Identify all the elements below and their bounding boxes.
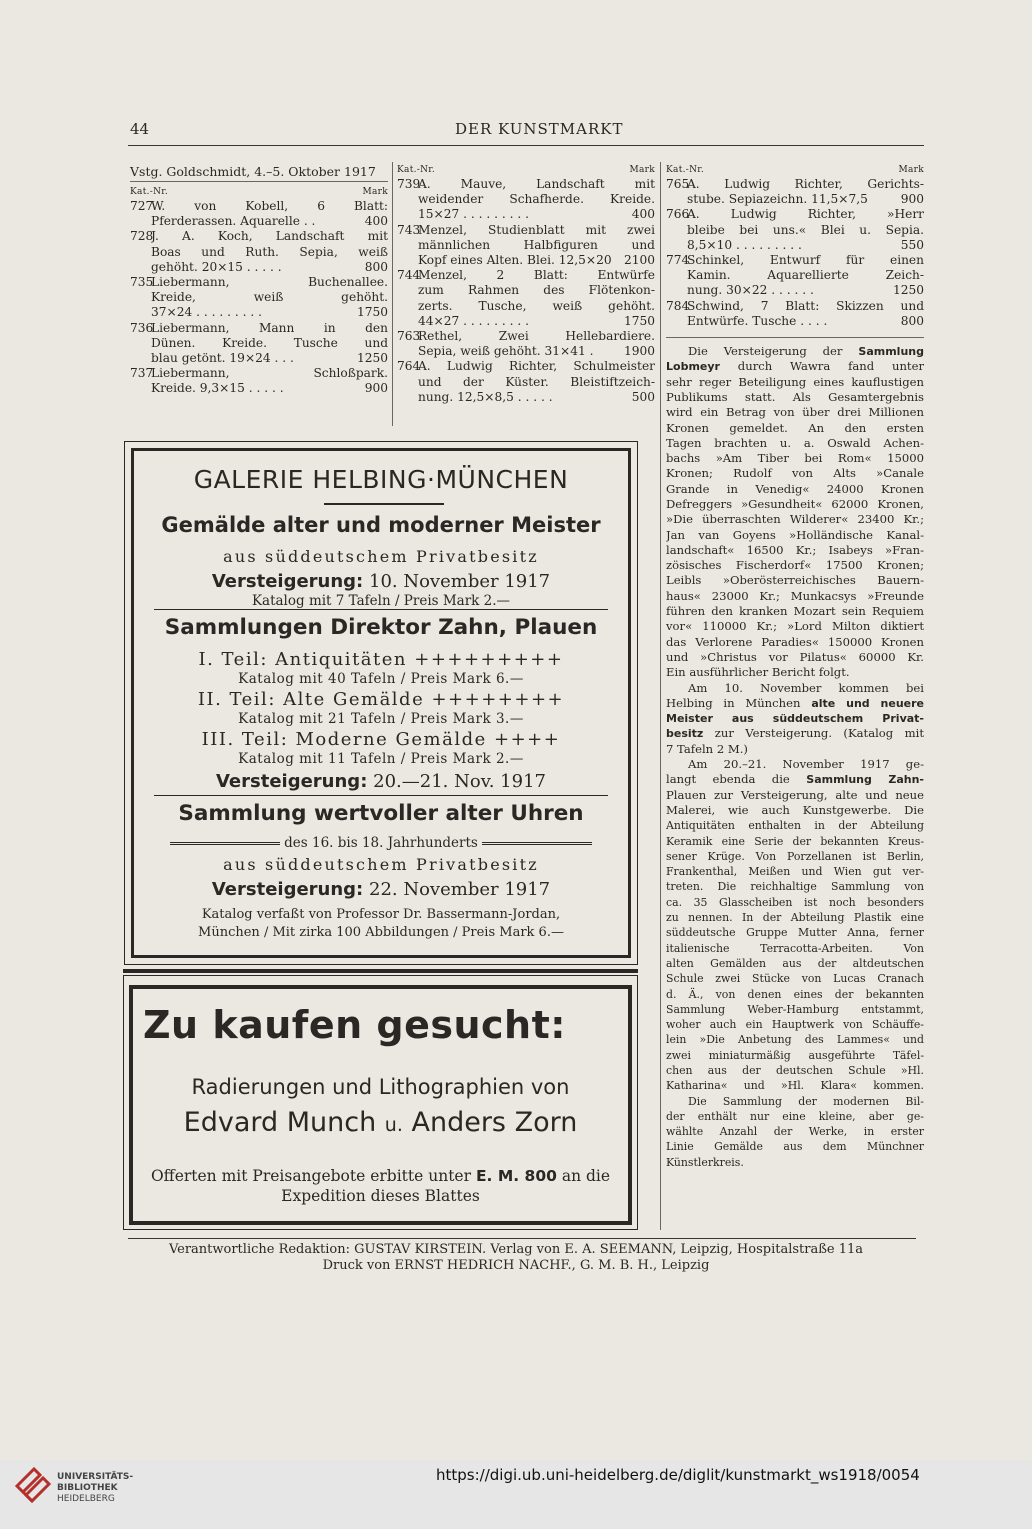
mark-label: Mark [898, 165, 924, 175]
report-text: wählte Anzahl der Werke, in erster [666, 1125, 924, 1139]
report-line [666, 1048, 924, 1063]
offer-line-2: Expedition dieses Blattes [281, 1187, 480, 1205]
mark-label: Mark [629, 165, 655, 175]
entry-text: A. Ludwig Richter, Schulmeister [418, 359, 655, 374]
auction-date: 20.—21. Nov. 1917 [373, 771, 546, 792]
report-emphasis: Lobmeyr [666, 360, 720, 374]
centuries-line [134, 835, 628, 851]
report-line [666, 451, 924, 466]
column-head [397, 164, 655, 177]
entry-text: weidender Schafherde. Kreide. [418, 192, 655, 207]
entry-text: Liebermann, Buchenallee. [151, 275, 388, 290]
double-rule [170, 842, 280, 845]
catalog-number: 784 [666, 298, 690, 313]
artist-munch: Edvard Munch [183, 1107, 377, 1138]
report-line [666, 589, 924, 604]
report-line [666, 696, 924, 711]
report-line [666, 803, 924, 818]
report-text: zösisches Fischerdorf« 17500 Kronen; [666, 558, 924, 573]
report-text: ca. 35 Glasscheiben ist noch besonders [666, 895, 924, 909]
entry-text: Kamin. Aquarellierte Zeich- [687, 268, 924, 283]
report-line [666, 650, 924, 665]
report-line [666, 573, 924, 588]
report-line [666, 528, 924, 543]
auction-date: 22. November 1917 [369, 879, 551, 900]
entry-text: blau getönt. 19×24 . . . [151, 351, 294, 366]
section-title-zahn: Sammlungen Direktor Zahn, Plauen [164, 615, 598, 640]
auction-date: 10. November 1917 [369, 571, 551, 592]
catalog-number: 736 [130, 320, 154, 335]
double-rule [482, 842, 592, 845]
part-1: I. Teil: Antiquitäten +++++++++ [198, 649, 564, 670]
auction-report [666, 344, 924, 1170]
report-text: italienische Terracotta-Arbeiten. Von [666, 941, 924, 955]
report-text: führen den kranken Mozart sein Requiem [666, 604, 924, 619]
section-rule [154, 609, 608, 610]
report-line [666, 757, 924, 772]
price-mark: 1750 [356, 305, 388, 320]
entry-text: nung. 12,5×8,5 . . . . . [418, 389, 553, 404]
entry-text: Schwind, 7 Blatt: Skizzen und [687, 298, 924, 313]
report-line [666, 1109, 924, 1124]
report-line [666, 558, 924, 573]
report-emphasis: alte und neuere [800, 696, 924, 710]
auction-heading: Vstg. Goldschmidt, 4.–5. Oktober 1917 [130, 164, 388, 182]
report-text: der enthält nur eine kleine, aber ge- [666, 1109, 924, 1123]
report-line [666, 466, 924, 481]
section-rule [154, 795, 608, 796]
ad-frame [131, 448, 631, 958]
wanted-line: Radierungen und Lithographien von [191, 1075, 570, 1099]
entry-text: Boas und Ruth. Sepia, weiß [151, 244, 388, 259]
report-line [666, 971, 924, 986]
entry-text: 8,5×10 . . . . . . . . . [687, 237, 802, 252]
price-mark: 1250 [356, 351, 388, 366]
catalog-number: 744 [397, 268, 421, 283]
report-text: durch Wawra fand unter [719, 359, 924, 374]
entry-list [130, 199, 388, 397]
report-line [666, 390, 924, 405]
column-divider [392, 162, 393, 426]
report-line [666, 497, 924, 512]
report-line [666, 849, 924, 864]
report-text: Antiquitäten enthalten in der Abteilung [666, 819, 924, 833]
report-line [666, 604, 924, 619]
offer-code: E. M. 800 [475, 1167, 557, 1185]
report-emphasis: Meister aus süddeutschem Privat- [666, 712, 924, 726]
report-line [666, 543, 924, 558]
conjunction: u. [384, 1114, 403, 1136]
artists-line [133, 1107, 628, 1138]
report-text: Die Sammlung der modernen Bil- [688, 1094, 924, 1108]
report-text: süddeutsche Gruppe Mutter Anna, ferner [666, 926, 924, 940]
entry-text: A. Mauve, Landschaft mit [418, 177, 655, 191]
entry-text: Sepia, weiß gehöht. 31×41 . [418, 344, 594, 359]
report-line [666, 818, 924, 833]
report-line [666, 834, 924, 849]
entry-text: Kreide. 9,3×15 . . . . . [151, 381, 284, 396]
catalog-line: Katalog verfaßt von Professor Dr. Bassermann-Jordan, [201, 907, 561, 922]
report-line [666, 512, 924, 527]
report-line [666, 1002, 924, 1017]
catalog-number: 764 [397, 359, 421, 374]
imprint-line: Verantwortliche Redaktion: GUSTAV KIRSTEIN. Verlag von E. A. SEEMANN, Leipzig, Hospitalstraße 11a [168, 1242, 864, 1257]
report-line [666, 681, 924, 696]
report-text: haus« 23000 Kr.; Munkacsys »Freunde [666, 588, 924, 603]
auction-column-1 [130, 164, 388, 397]
auction-column-2 [397, 164, 655, 405]
report-line [666, 788, 924, 803]
report-text: Kronen gemeldet. An den ersten [666, 420, 924, 435]
report-line [666, 1124, 924, 1139]
report-line [666, 1155, 924, 1170]
part-2-catalog: Katalog mit 21 Tafeln / Preis Mark 3.— [238, 711, 524, 727]
auction-date-line [134, 571, 628, 592]
entry-text: Entwürfe. Tusche . . . . [687, 313, 828, 328]
report-line [666, 1139, 924, 1154]
entry-text: Dünen. Kreide. Tusche und [151, 335, 388, 350]
catalog-entry [130, 275, 388, 321]
entry-text: J. A. Koch, Landschaft mit [151, 229, 388, 244]
katnr-label: Kat.-Nr. [397, 165, 436, 175]
katnr-label: Kat.-Nr. [130, 187, 169, 197]
title-rule [324, 503, 444, 505]
price-mark: 900 [364, 381, 388, 396]
report-line [666, 619, 924, 634]
catalog-number: 763 [397, 329, 421, 344]
report-text: zu nennen. In der Abteilung Plastik eine [666, 911, 924, 925]
report-line [666, 665, 924, 680]
report-text: Tagen brachten u. a. Oswald Achen- [666, 435, 924, 450]
report-text: zwei miniaturmäßig ausgeführte Täfel- [666, 1048, 924, 1062]
price-mark: 550 [900, 237, 924, 252]
report-text: Künstlerkreis. [666, 1155, 744, 1169]
separator-band [123, 969, 638, 973]
catalog-number: 743 [397, 222, 421, 237]
price-mark: 800 [900, 313, 924, 328]
price-mark: 800 [364, 259, 388, 274]
price-mark: 1750 [623, 313, 655, 328]
report-text: woher auch ein Hauptwerk von Schäuffe- [666, 1018, 924, 1032]
report-line [666, 1017, 924, 1032]
entry-text: Kreide, weiß gehöht. [151, 290, 388, 305]
printer-line: Druck von ERNST HEDRICH NACHF., G. M. B. H., Leipzig [322, 1258, 710, 1273]
report-line [666, 987, 924, 1002]
catalog-entry [397, 223, 655, 269]
report-line [666, 864, 924, 879]
report-text: Helbing in München [666, 695, 801, 710]
column-head [666, 164, 924, 177]
report-line [666, 344, 924, 359]
wanted-headline: Zu kaufen gesucht: [143, 1003, 566, 1047]
report-text: sener Krüge. Von Porzellanen ist Berlin, [666, 849, 924, 863]
section-rule [666, 337, 924, 338]
report-line [666, 1094, 924, 1109]
auction-label: Versteigerung: [211, 571, 364, 592]
report-text: Plauen zur Versteigerung, alte und neue [666, 787, 924, 802]
artist-zorn: Anders Zorn [411, 1107, 578, 1138]
catalog-entry [397, 177, 655, 223]
catalog-number: 727 [130, 199, 154, 213]
centuries-text: des 16. bis 18. Jahrhunderts [284, 835, 478, 851]
wanted-advertisement [123, 975, 638, 1230]
report-text: 7 Tafeln 2 M.) [666, 741, 748, 756]
catalog-number: 765 [666, 177, 690, 191]
part-3-catalog: Katalog mit 11 Tafeln / Preis Mark 2.— [238, 751, 524, 767]
column-3 [666, 164, 924, 1170]
catalog-line: München / Mit zirka 100 Abbildungen / Preis Mark 6.— [198, 925, 564, 940]
report-text: Jan van Goyens »Holländische Kanal- [666, 527, 924, 542]
report-line [666, 711, 924, 726]
entry-text: A. Ludwig Richter, Gerichts- [687, 177, 924, 191]
report-text: Am 10. November kommen bei [688, 680, 924, 695]
report-text: landschaft« 16500 Kr.; Isabeys »Fran- [666, 542, 924, 557]
header-rule [128, 145, 924, 146]
entry-text: W. von Kobell, 6 Blatt: [151, 199, 388, 213]
provenance-line: aus süddeutschem Privatbesitz [223, 855, 539, 874]
report-text: »Die überraschten Wilderer« 23400 Kr.; [666, 512, 924, 527]
report-line [666, 1032, 924, 1047]
report-line [666, 436, 924, 451]
report-line [666, 482, 924, 497]
column-divider [660, 162, 661, 1230]
entry-text: Kopf eines Alten. Blei. 12,5×20 [418, 253, 612, 268]
catalog-entry [397, 268, 655, 329]
library-logo-icon [14, 1466, 52, 1504]
helbing-advertisement [124, 441, 638, 965]
catalog-entry [666, 207, 924, 253]
running-title: DER KUNSTMARKT [455, 120, 624, 138]
report-text: Frankenthal, Meißen und Wien gut ver- [666, 865, 924, 879]
report-text: chen aus der deutschen Schule »Hl. [666, 1063, 924, 1077]
report-line [666, 726, 924, 741]
section-title-old-masters: Gemälde alter und moderner Meister [161, 513, 601, 537]
entry-text: 15×27 . . . . . . . . . [418, 207, 529, 222]
catalog-number: 735 [130, 275, 154, 290]
price-mark: 500 [631, 389, 655, 404]
catalog-line: Katalog mit 7 Tafeln / Preis Mark 2.— [251, 593, 511, 609]
entry-text: Pferderassen. Aquarelle . . [151, 214, 316, 229]
auction-label: Versteigerung: [211, 879, 364, 900]
catalog-number: 766 [666, 207, 690, 222]
price-mark: 900 [900, 192, 924, 207]
report-line [666, 1063, 924, 1078]
entry-text: und der Küster. Bleistiftzeich- [418, 374, 655, 389]
gallery-title: GALERIE HELBING·MÜNCHEN [193, 465, 569, 494]
entry-text: bleibe bei uns.« Blei u. Sepia. [687, 222, 924, 237]
catalog-entry [666, 253, 924, 299]
catalog-number: 774 [666, 253, 690, 268]
report-line [666, 956, 924, 971]
catalog-entry [666, 177, 924, 207]
entry-list [666, 177, 924, 329]
catalog-entry [130, 366, 388, 396]
entry-text: Liebermann, Mann in den [151, 320, 388, 335]
auction-label: Versteigerung: [215, 771, 368, 792]
entry-text: 37×24 . . . . . . . . . [151, 305, 262, 320]
katnr-label: Kat.-Nr. [666, 165, 705, 175]
report-line [666, 772, 924, 787]
part-2: II. Teil: Alte Gemälde ++++++++ [197, 689, 565, 710]
report-text: d. Ä., von denen eines der bekannten [666, 987, 924, 1001]
ad-frame [129, 985, 632, 1225]
report-line [666, 405, 924, 420]
catalog-entry [397, 359, 655, 405]
report-line [666, 925, 924, 940]
permalink-url[interactable]: https://digi.ub.uni-heidelberg.de/diglit/kunstmarkt_ws1918/0054 [436, 1466, 920, 1484]
catalog-entry [397, 329, 655, 359]
report-text: Keramik eine Serie der bekannten Kreus- [666, 834, 924, 848]
library-bar [0, 1460, 1032, 1529]
entry-text: A. Ludwig Richter, »Herr [687, 207, 924, 222]
catalog-number: 728 [130, 229, 154, 244]
report-text: Publikums statt. Als Gesamtergebnis [666, 389, 924, 404]
entry-text: Menzel, Studienblatt mit zwei [418, 222, 655, 237]
offer-text: Offerten mit Preisangebote erbitte unter [150, 1167, 472, 1185]
offer-line [133, 1167, 628, 1185]
report-line [666, 895, 924, 910]
report-text: lein »Die Anbetung des Lammes« und [666, 1033, 924, 1047]
entry-text: männlichen Halbfiguren und [418, 237, 655, 252]
report-text: wird ein Betrag von über drei Millionen [666, 405, 924, 420]
report-line [666, 910, 924, 925]
report-emphasis: besitz [666, 727, 704, 741]
report-text: Defreggers »Gesundheit« 62000 Kronen, [666, 497, 924, 511]
report-text: Malerei, wie auch Kunstgewerbe. Die [666, 802, 924, 817]
entry-text: Liebermann, Schloßpark. [151, 366, 388, 381]
report-text: langt ebenda die [666, 772, 790, 787]
entry-text: zerts. Tusche, weiß gehöht. [418, 298, 655, 313]
entry-text: gehöht. 20×15 . . . . . [151, 259, 282, 274]
report-emphasis: Sammlung [842, 345, 924, 359]
report-text: Grande in Venedig« 24000 Kronen [666, 481, 924, 496]
page-number: 44 [130, 120, 150, 138]
report-text: Leibls »Oberösterreichisches Bauern- [666, 573, 924, 588]
catalog-number: 739 [397, 177, 421, 191]
report-text: treten. Die reichhaltige Sammlung von [666, 880, 924, 894]
catalog-entry [666, 299, 924, 329]
entry-list [397, 177, 655, 405]
report-text: Sammlung Weber-Hamburg entstammt, [666, 1002, 924, 1016]
report-text: das Verlorene Paradies« 150000 Kronen [666, 634, 924, 649]
report-emphasis: Sammlung Zahn- [789, 773, 924, 787]
footer-rule [128, 1238, 916, 1239]
library-line: UNIVERSITÄTS- [57, 1472, 134, 1482]
column-head [130, 186, 388, 199]
report-line [666, 635, 924, 650]
report-text: Kronen; Rudolf von Alts »Canale [666, 466, 924, 481]
entry-text: Rethel, Zwei Hellebardiere. [418, 329, 655, 344]
report-line [666, 421, 924, 436]
provenance-line: aus süddeutschem Privatbesitz [223, 547, 539, 566]
report-text: vor« 110000 Kr.; »Lord Milton diktiert [666, 619, 924, 634]
part-3: III. Teil: Moderne Gemälde ++++ [201, 729, 561, 750]
report-text: bachs »Am Tiber bei Rom« 15000 [666, 451, 924, 466]
report-text: Die Versteigerung der [688, 344, 843, 359]
catalog-entry [130, 321, 388, 367]
entry-text: 44×27 . . . . . . . . . [418, 313, 529, 328]
report-text: Katharina« und »Hl. Klara« kommen. [666, 1079, 924, 1093]
report-text: alten Gemälden aus der altdeutschen [666, 956, 924, 970]
report-line [666, 375, 924, 390]
price-mark: 400 [364, 214, 388, 229]
price-mark: 400 [631, 207, 655, 222]
report-text: Linie Gemälde aus dem Münchner [666, 1140, 924, 1154]
price-mark: 1250 [892, 283, 924, 298]
report-text: sehr reger Beteiligung eines kauflustigen [666, 374, 924, 389]
library-line: BIBLIOTHEK [57, 1483, 118, 1493]
report-text: zur Versteigerung. (Katalog mit [703, 726, 924, 741]
report-line [666, 1078, 924, 1093]
part-1-catalog: Katalog mit 40 Tafeln / Preis Mark 6.— [238, 671, 524, 687]
library-line: HEIDELBERG [57, 1494, 115, 1504]
report-line [666, 941, 924, 956]
catalog-number: 737 [130, 366, 154, 381]
price-mark: 1900 [623, 344, 655, 359]
entry-text: Schinkel, Entwurf für einen [687, 253, 924, 268]
report-text: Ein ausführlicher Bericht folgt. [666, 665, 850, 680]
report-line [666, 879, 924, 894]
catalog-entry [130, 199, 388, 229]
report-text: und »Christus vor Pilatus« 60000 Kr. [666, 649, 924, 664]
entry-text: Menzel, 2 Blatt: Entwürfe [418, 268, 655, 283]
section-title-clocks: Sammlung wertvoller alter Uhren [178, 801, 584, 826]
report-text: Am 20.–21. November 1917 ge- [688, 757, 924, 772]
report-text: Schule zwei Stücke von Lucas Cranach [666, 972, 924, 986]
entry-text: zum Rahmen des Flötenkon- [418, 283, 655, 298]
library-name [57, 1472, 133, 1505]
price-mark: 2100 [623, 253, 655, 268]
entry-text: nung. 30×22 . . . . . . [687, 283, 814, 298]
auction-date-line [134, 771, 628, 792]
entry-text: stube. Sepiazeichn. 11,5×7,5 [687, 192, 868, 207]
offer-text-end: an die [561, 1167, 611, 1185]
catalog-entry [130, 229, 388, 275]
mark-label: Mark [362, 187, 388, 197]
report-line [666, 359, 924, 374]
report-line [666, 742, 924, 757]
auction-date-line [134, 879, 628, 900]
